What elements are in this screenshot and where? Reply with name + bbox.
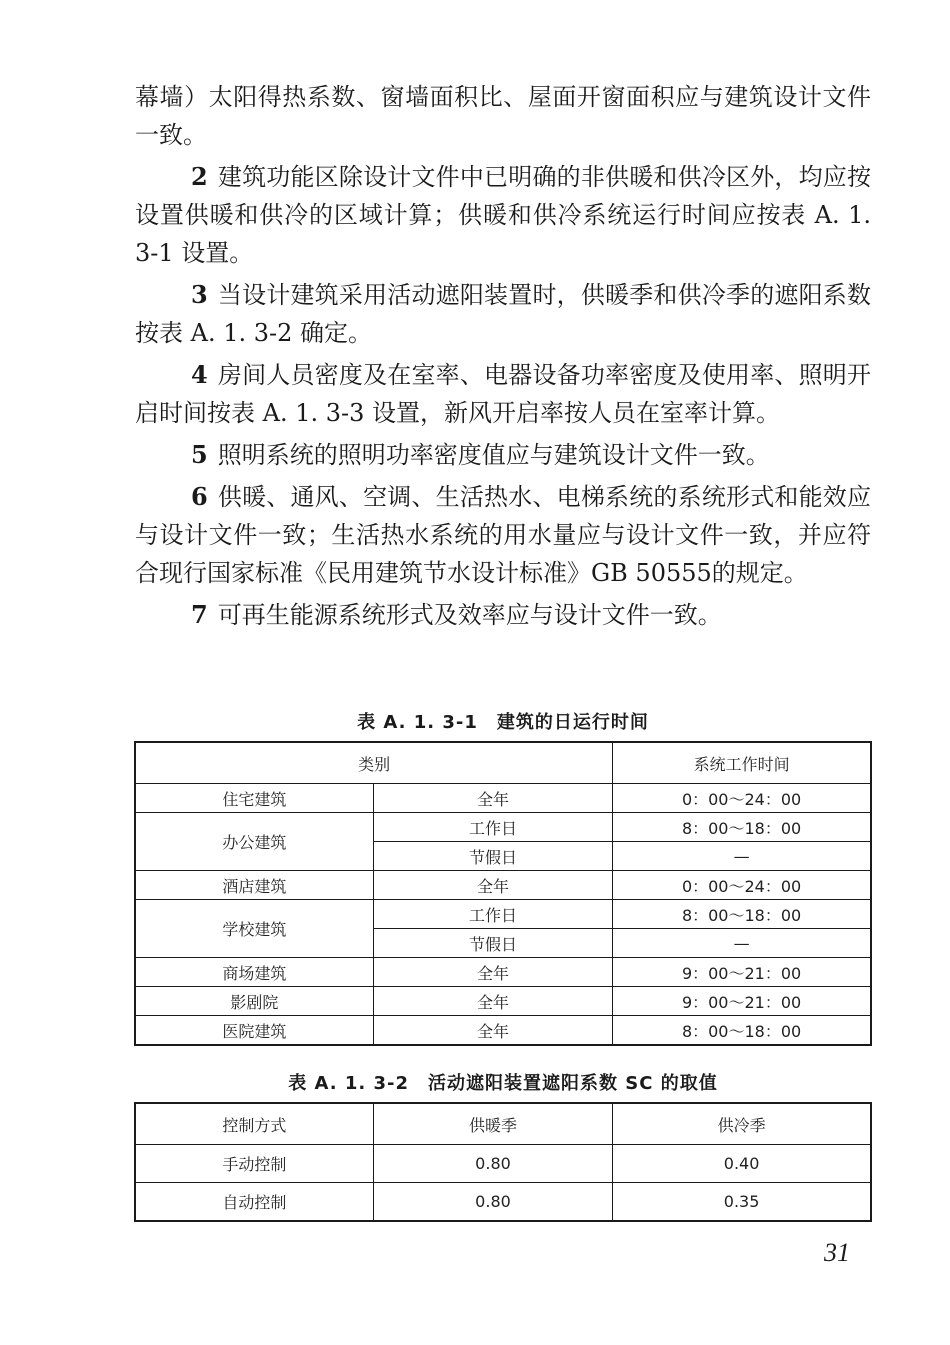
- day-type: 全年: [373, 987, 612, 1016]
- day-type: 工作日: [373, 900, 612, 929]
- work-time: 8：00～18：00: [613, 813, 871, 842]
- building-type: 酒店建筑: [135, 871, 373, 900]
- paragraph-number: 7: [191, 600, 208, 629]
- paragraph-6: [135, 478, 871, 592]
- daily-operation-table: [134, 741, 872, 1046]
- table-row: [135, 900, 871, 929]
- body-text: [135, 78, 871, 638]
- control-mode: 手动控制: [135, 1145, 373, 1183]
- header-time: 系统工作时间: [613, 742, 871, 784]
- paragraph-number: 3: [191, 280, 208, 309]
- header-cooling-season: 供冷季: [613, 1103, 871, 1145]
- day-type: 工作日: [373, 813, 612, 842]
- page-number: 31: [824, 1238, 850, 1267]
- paragraph-1: [135, 78, 871, 154]
- paragraph-text: 幕墙）太阳得热系数、窗墙面积比、屋面开窗面积应与建筑设计文件一致。: [135, 83, 871, 149]
- shading-coefficient-table: [134, 1102, 872, 1222]
- building-type: 住宅建筑: [135, 784, 373, 813]
- table-row: [135, 987, 871, 1016]
- table-row: [135, 784, 871, 813]
- work-time: —: [613, 929, 871, 958]
- work-time: 9：00～21：00: [613, 958, 871, 987]
- heating-value: 0.80: [373, 1145, 612, 1183]
- table-row: [135, 813, 871, 842]
- header-heating-season: 供暖季: [373, 1103, 612, 1145]
- paragraph-7: [135, 596, 871, 634]
- day-type: 节假日: [373, 842, 612, 871]
- building-type: 商场建筑: [135, 958, 373, 987]
- paragraph-text: 当设计建筑采用活动遮阳装置时，供暖季和供冷季的遮阳系数按表 A. 1. 3-2 确定。: [135, 281, 871, 347]
- work-time: 0：00～24：00: [613, 871, 871, 900]
- paragraph-3: [135, 276, 871, 352]
- control-mode: 自动控制: [135, 1183, 373, 1222]
- building-type: 医院建筑: [135, 1016, 373, 1046]
- table-row: [135, 1183, 871, 1222]
- table-row: [135, 871, 871, 900]
- heating-value: 0.80: [373, 1183, 612, 1222]
- work-time: 9：00～21：00: [613, 987, 871, 1016]
- building-type: 影剧院: [135, 987, 373, 1016]
- paragraph-number: 2: [191, 162, 208, 191]
- paragraph-4: [135, 356, 871, 432]
- paragraph-text: 房间人员密度及在室率、电器设备功率密度及使用率、照明开启时间按表 A. 1. 3-3 设置，新风开启率按人员在室率计算。: [135, 361, 871, 427]
- cooling-value: 0.35: [613, 1183, 871, 1222]
- day-type: 全年: [373, 958, 612, 987]
- work-time: 8：00～18：00: [613, 900, 871, 929]
- day-type: 节假日: [373, 929, 612, 958]
- table-row: [135, 1016, 871, 1046]
- table-header-row: [135, 1103, 871, 1145]
- day-type: 全年: [373, 871, 612, 900]
- table1-caption: 表 A. 1. 3-1 建筑的日运行时间: [357, 712, 649, 733]
- building-type: 学校建筑: [135, 900, 373, 958]
- work-time: —: [613, 842, 871, 871]
- work-time: 8：00～18：00: [613, 1016, 871, 1046]
- paragraph-text: 供暖、通风、空调、生活热水、电梯系统的系统形式和能效应与设计文件一致；生活热水系统的用水量应与设计文件一致，并应符合现行国家标准《民用建筑节水设计标准》GB 50555的规定。: [135, 483, 871, 587]
- cooling-value: 0.40: [613, 1145, 871, 1183]
- table-header-row: [135, 742, 871, 784]
- paragraph-text: 照明系统的照明功率密度值应与建筑设计文件一致。: [217, 441, 770, 469]
- paragraph-text: 可再生能源系统形式及效率应与设计文件一致。: [217, 601, 722, 629]
- table-row: [135, 958, 871, 987]
- day-type: 全年: [373, 1016, 612, 1046]
- paragraph-number: 5: [191, 440, 208, 469]
- paragraph-number: 6: [191, 482, 208, 511]
- header-category: 类别: [135, 742, 613, 784]
- table-row: [135, 1145, 871, 1183]
- building-type: 办公建筑: [135, 813, 373, 871]
- paragraph-text: 建筑功能区除设计文件中已明确的非供暖和供冷区外，均应按设置供暖和供冷的区域计算；供暖和供冷系统运行时间应按表 A. 1. 3-1 设置。: [135, 163, 871, 267]
- table2-caption: 表 A. 1. 3-2 活动遮阳装置遮阳系数 SC 的取值: [288, 1073, 718, 1094]
- day-type: 全年: [373, 784, 612, 813]
- paragraph-2: [135, 158, 871, 272]
- work-time: 0：00～24：00: [613, 784, 871, 813]
- header-control-mode: 控制方式: [135, 1103, 373, 1145]
- paragraph-5: [135, 436, 871, 474]
- paragraph-number: 4: [191, 360, 208, 389]
